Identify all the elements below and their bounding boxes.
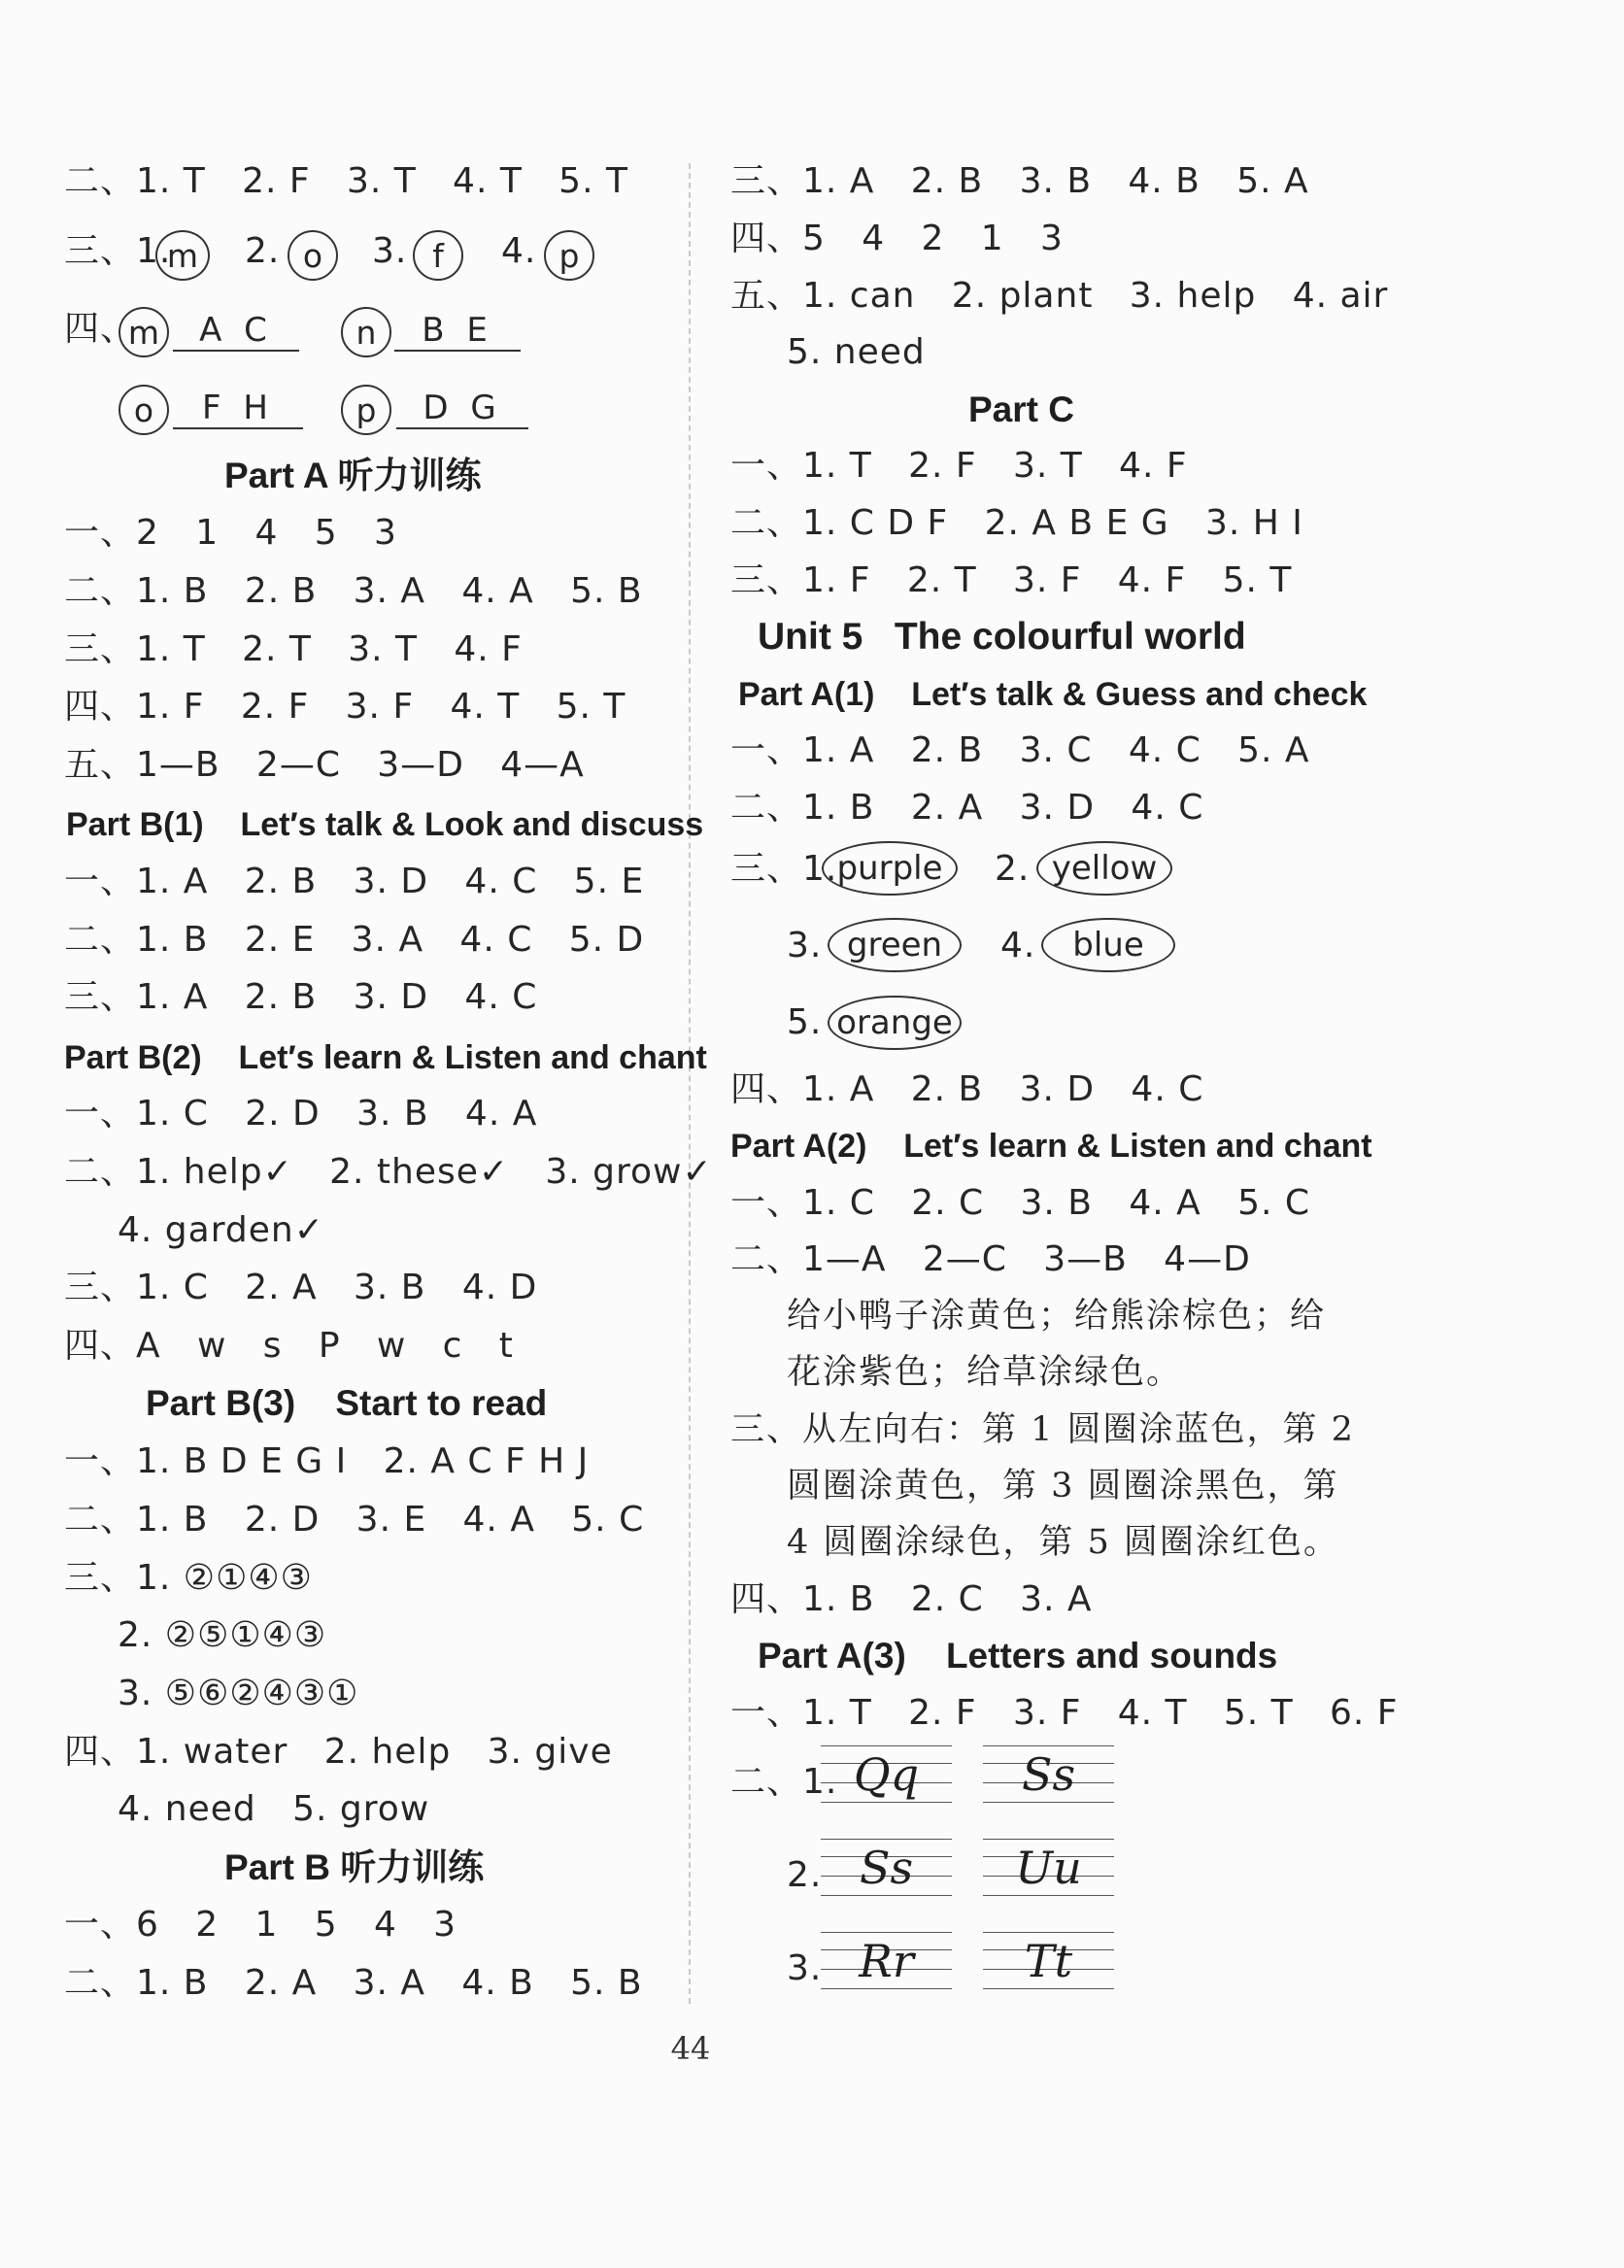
- answer-line: 三、1. A 2. B 3. D 4. C: [64, 977, 538, 1017]
- answer-line-prefix: 二、1.: [730, 1762, 838, 1802]
- section-heading: Part A(1) Let′s talk & Guess and check: [738, 676, 1368, 713]
- circled-word: blue: [1041, 918, 1175, 972]
- handwriting-box: [821, 1839, 952, 1899]
- answer-line-prefix: 三、1.: [64, 231, 172, 271]
- answer-line: 4. need 5. grow: [118, 1789, 430, 1829]
- circled-word: green: [828, 918, 962, 972]
- underlined-answer: B E: [394, 311, 521, 352]
- circled-word: orange: [828, 996, 962, 1050]
- item-number: 4.: [1000, 926, 1036, 965]
- answer-text: 花涂紫色；给草涂绿色。: [787, 1353, 1183, 1392]
- circled-letter: o: [118, 385, 169, 435]
- answer-text: 4 圆圈涂绿色，第 5 圆圈涂红色。: [787, 1523, 1339, 1562]
- answer-line: 5. need: [787, 332, 926, 372]
- unit-heading: Unit 5 The colourful world: [758, 616, 1246, 658]
- item-number: 2.: [995, 849, 1031, 889]
- answer-text: 三、从左向右：第 1 圆圈涂蓝色，第 2: [730, 1410, 1355, 1449]
- page-number: 44: [670, 2030, 711, 2067]
- circled-word: yellow: [1036, 841, 1172, 896]
- answer-line-prefix: 四、: [64, 309, 137, 349]
- circled-letter: o: [288, 230, 338, 281]
- handwriting-box: [821, 1932, 952, 1992]
- answer-line: 一、1. A 2. B 3. D 4. C 5. E: [64, 862, 645, 901]
- answer-line: 四、5 4 2 1 3: [730, 219, 1064, 258]
- answer-line: 一、6 2 1 5 4 3: [64, 1905, 457, 1945]
- section-heading: Part C: [968, 389, 1074, 429]
- answer-line: 2. ②⑤①④③: [118, 1615, 327, 1655]
- answer-line: 三、1. T 2. T 3. T 4. F: [64, 629, 523, 669]
- circled-letter: p: [544, 230, 594, 281]
- answer-line: 三、1. F 2. T 3. F 4. F 5. T: [730, 560, 1293, 600]
- handwriting-box: [983, 1932, 1114, 1992]
- answer-text: 给小鸭子涂黄色；给熊涂棕色；给: [787, 1297, 1327, 1336]
- answer-line: 三、1. ②①④③: [64, 1558, 313, 1598]
- item-number: 3.: [372, 231, 408, 271]
- handwritten-letters: Uu: [1015, 1842, 1082, 1894]
- section-heading: Part A(2) Let′s learn & Listen and chant: [730, 1128, 1372, 1165]
- answer-line: 三、1. C 2. A 3. B 4. D: [64, 1268, 538, 1307]
- answer-line: 四、A w s P w c t: [64, 1326, 514, 1366]
- answer-line: 二、1. B 2. D 3. E 4. A 5. C: [64, 1500, 645, 1540]
- section-heading: Part A(3) Letters and sounds: [758, 1636, 1278, 1676]
- handwriting-box: [983, 1745, 1114, 1806]
- answer-text: 圆圈涂黄色，第 3 圆圈涂黑色，第: [787, 1467, 1339, 1506]
- section-heading: Part B(3) Start to read: [146, 1383, 548, 1423]
- answer-line: 一、2 1 4 5 3: [64, 513, 397, 553]
- answer-line: 二、1. B 2. A 3. D 4. C: [730, 788, 1204, 828]
- answer-line: 一、1. A 2. B 3. C 4. C 5. A: [730, 730, 1310, 770]
- answer-line: 二、1. B 2. B 3. A 4. A 5. B: [64, 571, 643, 611]
- circled-letter: n: [341, 307, 391, 357]
- answer-line: 二、1. B 2. E 3. A 4. C 5. D: [64, 920, 645, 960]
- handwriting-box: [821, 1745, 952, 1806]
- answer-line: 一、1. B D E G I 2. A C F H J: [64, 1441, 590, 1481]
- item-number: 3.: [787, 926, 823, 965]
- section-heading: Part B(1) Let′s talk & Look and discuss: [66, 806, 704, 843]
- answer-line: 二、1. B 2. A 3. A 4. B 5. B: [64, 1963, 643, 2003]
- handwritten-letters: Qq: [853, 1748, 920, 1801]
- section-heading: Part A 听力训练: [224, 456, 482, 495]
- answer-line-prefix: 三、1.: [730, 849, 838, 889]
- answer-line: 3. ⑤⑥②④③①: [118, 1674, 359, 1713]
- handwritten-letters: Tt: [1024, 1935, 1073, 1987]
- circled-letter: m: [155, 230, 210, 281]
- answer-line: 四、1. F 2. F 3. F 4. T 5. T: [64, 687, 626, 727]
- item-number: 3.: [787, 1948, 823, 1988]
- answer-line: 一、1. T 2. F 3. F 4. T 5. T 6. F: [730, 1693, 1399, 1733]
- answer-line: 4. garden✓: [118, 1210, 324, 1250]
- answer-line: 二、1. T 2. F 3. T 4. T 5. T: [64, 161, 628, 201]
- answer-line: 四、1. B 2. C 3. A: [730, 1579, 1093, 1619]
- circled-letter: p: [341, 385, 391, 435]
- handwriting-box: [983, 1839, 1114, 1899]
- answer-line: 二、1—A 2—C 3—B 4—D: [730, 1239, 1251, 1279]
- circled-word: purple: [822, 841, 958, 896]
- answer-line: 二、1. C D F 2. A B E G 3. H I: [730, 503, 1303, 543]
- answer-line: 四、1. A 2. B 3. D 4. C: [730, 1069, 1204, 1109]
- handwritten-letters: Ss: [1021, 1748, 1076, 1801]
- item-number: 4.: [501, 231, 537, 271]
- answer-line: 二、1. help✓ 2. these✓ 3. grow✓: [64, 1152, 713, 1192]
- circled-letter: m: [118, 307, 169, 357]
- item-number: 2.: [787, 1855, 823, 1895]
- circled-letter: f: [413, 230, 463, 281]
- answer-line: 三、1. A 2. B 3. B 4. B 5. A: [730, 161, 1309, 201]
- answer-line: 一、1. C 2. D 3. B 4. A: [64, 1094, 538, 1134]
- handwritten-letters: Ss: [859, 1842, 914, 1894]
- section-heading: Part B(2) Let′s learn & Listen and chant: [64, 1039, 707, 1076]
- answer-line: 五、1—B 2—C 3—D 4—A: [64, 745, 585, 785]
- answer-line: 一、1. C 2. C 3. B 4. A 5. C: [730, 1183, 1311, 1223]
- underlined-answer: A C: [173, 311, 299, 352]
- item-number: 2.: [245, 231, 281, 271]
- underlined-answer: F H: [173, 389, 303, 429]
- answer-line: 四、1. water 2. help 3. give: [64, 1732, 613, 1772]
- answer-line: 五、1. can 2. plant 3. help 4. air: [730, 276, 1389, 316]
- column-divider: [689, 163, 691, 2004]
- answer-line: 一、1. T 2. F 3. T 4. F: [730, 446, 1188, 486]
- underlined-answer: D G: [396, 389, 528, 429]
- item-number: 5.: [787, 1002, 823, 1042]
- handwritten-letters: Rr: [859, 1935, 914, 1987]
- section-heading: Part B 听力训练: [224, 1847, 485, 1887]
